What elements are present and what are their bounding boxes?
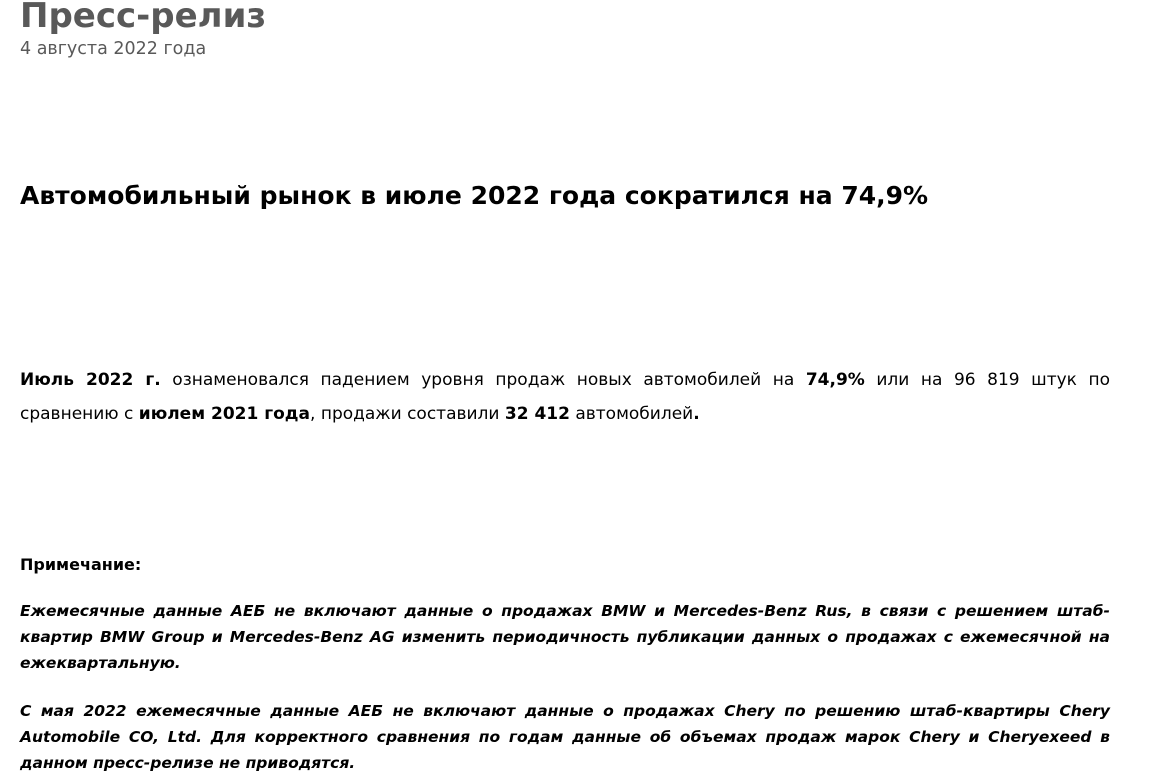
note-title: Примечание: bbox=[20, 555, 142, 574]
lead-text: автомобилей bbox=[569, 404, 694, 424]
lead-paragraph bbox=[20, 363, 1110, 431]
publication-date: 4 августа 2022 года bbox=[20, 39, 207, 59]
lead-bold-percent: 74,9% bbox=[805, 370, 865, 390]
lead-bold-month: Июль 2022 г. bbox=[20, 370, 161, 390]
note-paragraph-chery: С мая 2022 ежемесячные данные АЕБ не включают данные о продажах Chery по решению штаб-квартиры Chery Automobile CO, Ltd. Для корректного сравнения по годам данные об объемах продаж марок Chery и Cheryexeed в данном пресс-релизе не приводятся. bbox=[20, 702, 1110, 772]
headline: Автомобильный рынок в июле 2022 года сократился на 74,9% bbox=[20, 181, 929, 210]
note-paragraph-bmw-mercedes: Ежемесячные данные АЕБ не включают данные о продажах BMW и Mercedes-Benz Rus, в связи с решением штаб-квартир BMW Group и Mercedes-Benz AG изменить периодичность публикации данных о продажах с ежемесячной на ежеквартальную. bbox=[20, 602, 1110, 672]
lead-text: , продажи составили bbox=[310, 404, 505, 424]
lead-text: ознаменовался падением уровня продаж новых автомобилей на bbox=[160, 370, 806, 390]
lead-text: или на 96 819 штук по сравнению с bbox=[20, 370, 1110, 424]
document-type-title: Пресс-релиз bbox=[20, 0, 267, 36]
lead-bold-period: . bbox=[693, 404, 700, 424]
lead-bold-comparison: июлем 2021 года bbox=[138, 404, 311, 424]
lead-bold-sales-count: 32 412 bbox=[504, 404, 570, 424]
